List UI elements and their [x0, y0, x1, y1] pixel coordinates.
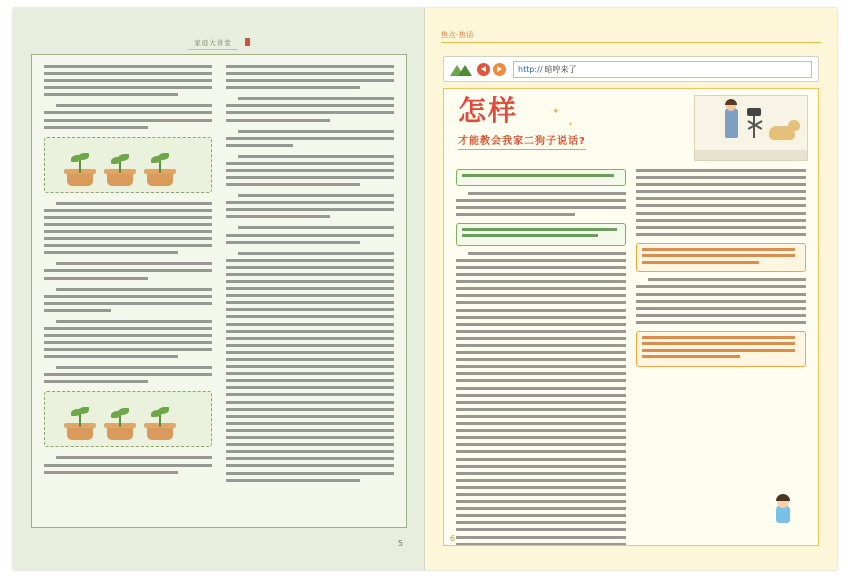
question-box: [456, 223, 626, 246]
url-protocol: http://: [518, 64, 543, 74]
url-text: 暗哼来了: [544, 64, 577, 74]
paragraph: [44, 366, 212, 383]
subtitle-underline: [458, 149, 586, 150]
right-column-2: [636, 169, 806, 531]
answer-paragraph: [456, 252, 626, 546]
browser-address-bar[interactable]: [443, 56, 819, 82]
right-page-number: 6: [450, 534, 456, 543]
paragraph: [226, 226, 394, 243]
highlight-note-box: [636, 331, 806, 367]
paragraph: [226, 97, 394, 121]
header-rule: [441, 42, 821, 43]
star-icon: ✦: [552, 107, 560, 117]
right-columns: [444, 169, 818, 541]
answer-paragraph: [456, 192, 626, 216]
question-box: [456, 169, 626, 186]
article-illustration: [694, 95, 808, 161]
header-mark-icon: [245, 38, 250, 46]
magazine-spread: [13, 8, 837, 570]
paragraph: [226, 155, 394, 186]
page-subtitle: 才能教会我家二狗子说话?: [458, 136, 586, 147]
right-page-header: [441, 30, 474, 40]
small-person-icon: [766, 491, 802, 527]
left-page-number: 5: [397, 539, 403, 548]
paragraph: [226, 252, 394, 482]
potted-sprout-illustration: [44, 137, 212, 193]
right-page: [425, 8, 837, 570]
left-columns: [44, 65, 394, 517]
star-icon: ✦: [568, 121, 574, 128]
left-page: [13, 8, 425, 570]
paragraph: [226, 65, 394, 89]
paragraph: [226, 130, 394, 147]
paragraph: [226, 194, 394, 218]
right-column-1: [456, 169, 626, 531]
answer-paragraph: [636, 278, 806, 324]
paragraph: [44, 65, 212, 96]
right-content-frame: [443, 88, 819, 546]
right-header-text: 焦点·热话: [441, 31, 474, 39]
left-page-inner: [31, 30, 407, 550]
paragraph: [44, 456, 212, 473]
paragraph: [44, 262, 212, 279]
paragraph: [44, 104, 212, 128]
left-column-1: [44, 65, 212, 517]
body-paragraph: [636, 169, 806, 236]
article-title-zone: [444, 89, 818, 169]
mountain-icon: [450, 62, 472, 76]
left-header-text: 家庭大讲堂: [188, 38, 238, 50]
url-input[interactable]: [513, 61, 812, 78]
potted-sprout-illustration: [44, 391, 212, 447]
paragraph: [44, 202, 212, 255]
forward-arrow-icon[interactable]: [493, 63, 506, 76]
left-content-frame: [31, 54, 407, 528]
left-page-header: [31, 30, 407, 52]
page-title: 怎样: [458, 94, 519, 127]
paragraph: [44, 288, 212, 312]
back-arrow-icon[interactable]: [477, 63, 490, 76]
highlight-note-box: [636, 243, 806, 273]
left-column-2: [226, 65, 394, 517]
paragraph: [44, 320, 212, 358]
